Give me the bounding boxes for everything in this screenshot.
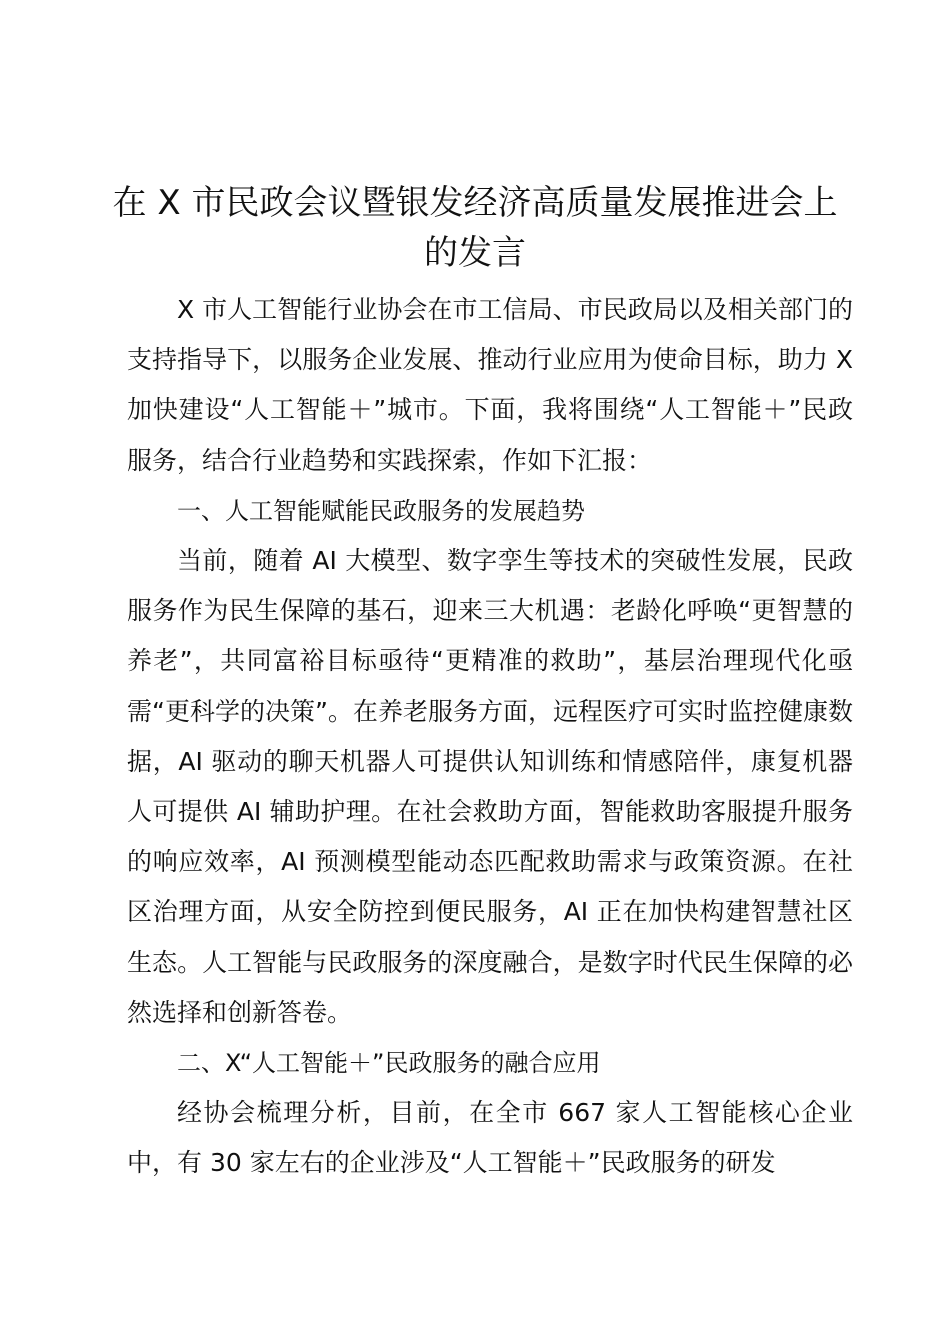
section-heading-1: 一、人工智能赋能民政服务的发展趋势 [177,496,585,525]
section-1-paragraph: 当前，随着 AI 大模型、数字孪生等技术的突破性发展，民政服务作为民生保障的基石，迎来三大机遇：老龄化呼唤“更智慧的养老”，共同富裕目标亟待“更精准的救助”，基层治理现代化亟需“更科学的决策”。在养老服务方面，远程医疗可实时监控健康数据，AI 驱动的聊天机器人可提供认知训练和情感陪伴，康复机器人可提供 AI 辅助护理。在社会救助方面，智能救助客服提升服务的响应效率，AI 预测模型能动态匹配救助需求与政策资源。在社区治理方面，从安全防控到便民服务，AI 正在加快构建智慧社区生态。人工智能与民政服务的深度融合，是数字时代民生保障的必然选择和创新答卷。 [127,546,853,1027]
document-title: 在 X 市民政会议暨银发经济高质量发展推进会上的发言 [112,183,838,273]
document-body [127,285,853,1189]
section-2-paragraph: 经协会梳理分析，目前，在全市 667 家人工智能核心企业中，有 30 家左右的企业涉及“人工智能＋”民政服务的研发 [127,1098,853,1178]
intro-paragraph: X 市人工智能行业协会在市工信局、市民政局以及相关部门的支持指导下，以服务企业发展、推动行业应用为使命目标，助力 X 加快建设“人工智能＋”城市。下面，我将围绕“人工智能＋”民政服务，结合行业趋势和实践探索，作如下汇报： [127,295,853,475]
section-heading-2: 二、X“人工智能＋”民政服务的融合应用 [177,1049,601,1078]
